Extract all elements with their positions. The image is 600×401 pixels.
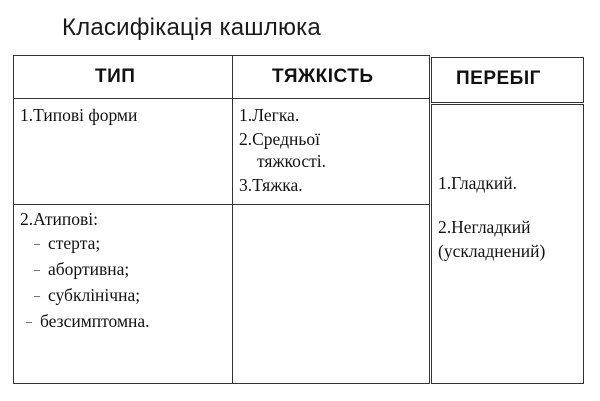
severity-item: 2.Средньої xyxy=(239,129,320,149)
course-not-smooth: 2.Негладкий xyxy=(438,217,531,237)
list-item xyxy=(20,258,150,280)
severity-item: 3.Тяжка. xyxy=(239,175,303,195)
atypical-item-label: безсимптомна. xyxy=(40,311,150,331)
atypical-item-label: стерта; xyxy=(48,233,101,253)
row-divider xyxy=(13,204,430,205)
header-course: ПЕРЕБІГ xyxy=(456,68,541,89)
type-typical xyxy=(20,104,137,126)
atypical-item-label: субклінічна; xyxy=(48,285,141,305)
header-divider xyxy=(13,98,430,99)
type-atypical xyxy=(20,208,150,332)
header-severity: ТЯЖКІСТЬ xyxy=(272,66,374,87)
course-smooth: 1.Гладкий. xyxy=(438,173,517,193)
list-item xyxy=(20,284,150,306)
course-list xyxy=(438,172,545,262)
dash-icon: – xyxy=(34,288,40,302)
atypical-item-label: абортивна; xyxy=(48,259,130,279)
severity-list xyxy=(239,104,326,196)
list-item xyxy=(20,310,150,332)
list-item xyxy=(20,232,150,254)
severity-item: тяжкості. xyxy=(257,151,327,171)
severity-item: 1.Легка. xyxy=(239,105,300,125)
dash-icon: – xyxy=(34,236,40,250)
dash-icon: – xyxy=(34,262,40,276)
dash-icon: – xyxy=(26,314,32,328)
type-typical-text: 1.Типові форми xyxy=(20,105,138,125)
column-divider xyxy=(232,55,233,384)
type-atypical-heading: 2.Атипові: xyxy=(20,209,99,229)
header-type: ТИП xyxy=(95,66,136,87)
page-title: Класифікація кашлюка xyxy=(62,14,321,41)
course-not-smooth-note: (ускладнений) xyxy=(438,241,546,261)
